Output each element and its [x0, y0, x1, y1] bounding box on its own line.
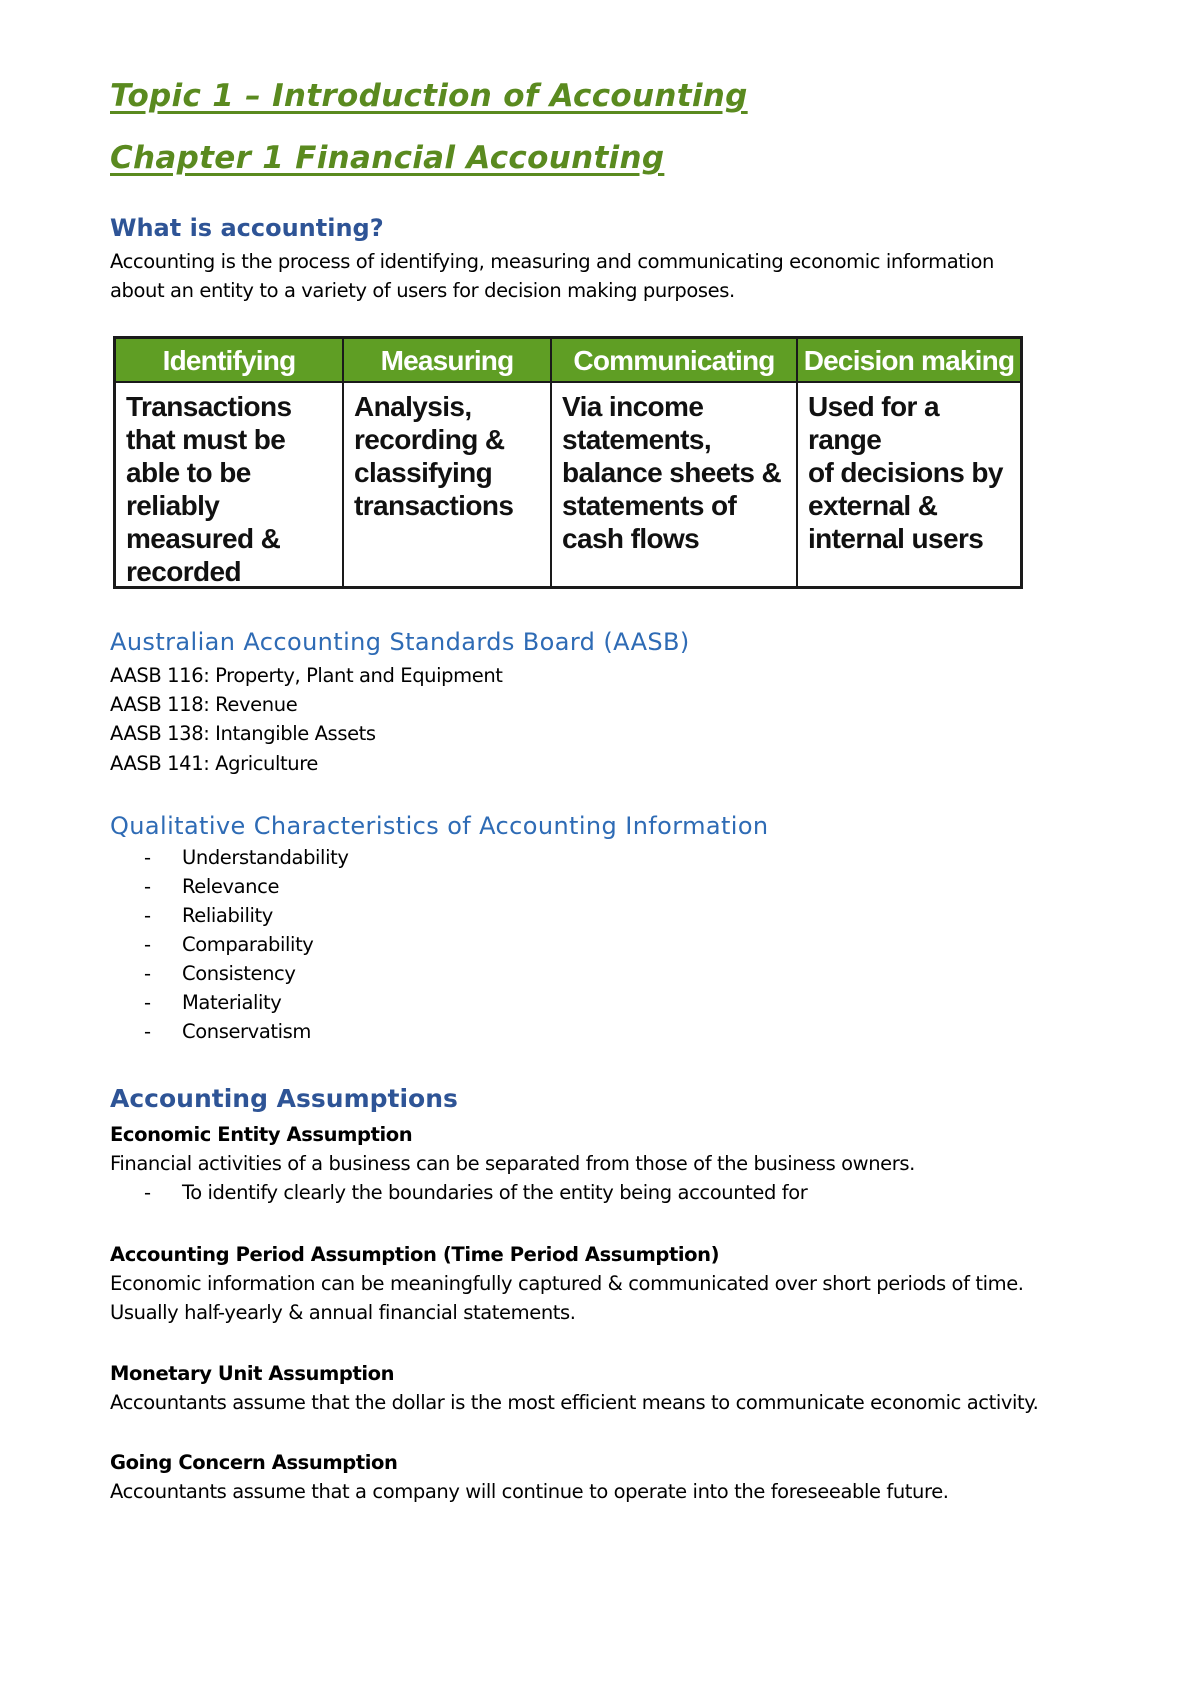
topic-title: Topic 1 – Introduction of Accounting	[110, 78, 748, 114]
list-item: - Consistency	[144, 962, 296, 985]
table-cell-decision-making: Used for a range of decisions by external & internal users	[808, 391, 1003, 554]
aasb-item: AASB 141: Agriculture	[110, 752, 319, 775]
table-cell-communicating: Via income statements, balance sheets & statements of cash flows	[552, 383, 798, 588]
period-line-2: Usually half-yearly & annual financial statements.	[110, 1301, 576, 1324]
economic-entity-list	[144, 1178, 807, 1207]
what-is-line-2: about an entity to a variety of users for decision making purposes.	[110, 279, 735, 302]
going-concern-title: Going Concern Assumption	[110, 1451, 398, 1474]
list-item: - Conservatism	[144, 1020, 311, 1043]
list-item: - To identify clearly the boundaries of the entity being accounted for	[144, 1181, 808, 1204]
monetary-text: Accountants assume that the dollar is the most efficient means to communicate economic activity.	[110, 1391, 1039, 1414]
list-item: - Materiality	[144, 991, 282, 1014]
aasb-heading: Australian Accounting Standards Board (AASB)	[110, 628, 690, 656]
monetary-title: Monetary Unit Assumption	[110, 1362, 395, 1385]
assumptions-heading: Accounting Assumptions	[110, 1084, 458, 1113]
economic-entity-text: Financial activities of a business can be separated from those of the business owners.	[110, 1152, 915, 1175]
list-item: - Reliability	[144, 904, 273, 927]
aasb-item: AASB 138: Intangible Assets	[110, 722, 376, 745]
table-cell-measuring: Analysis, recording & classifying transactions	[344, 383, 552, 588]
list-item: - Comparability	[144, 933, 314, 956]
going-concern-text: Accountants assume that a company will continue to operate into the foreseeable future.	[110, 1480, 949, 1503]
economic-entity-title: Economic Entity Assumption	[110, 1123, 413, 1146]
what-is-heading: What is accounting?	[110, 214, 384, 242]
table-header-measuring: Measuring	[344, 339, 552, 383]
table-header-identifying: Identifying	[116, 339, 344, 383]
qualitative-list	[144, 843, 348, 1046]
aasb-item: AASB 118: Revenue	[110, 693, 298, 716]
what-is-line-1: Accounting is the process of identifying, measuring and communicating economic information	[110, 250, 994, 273]
list-item: - Relevance	[144, 875, 280, 898]
list-item: - Understandability	[144, 846, 349, 869]
qualitative-heading: Qualitative Characteristics of Accounting Information	[110, 812, 769, 840]
table-header-decision-making: Decision making	[798, 339, 1020, 383]
table-cell-identifying: Transactions that must be able to be reliably measured & recorded	[116, 383, 344, 588]
period-title: Accounting Period Assumption (Time Period Assumption)	[110, 1243, 720, 1266]
chapter-title: Chapter 1 Financial Accounting	[110, 140, 665, 176]
accounting-process-table	[113, 336, 1023, 589]
period-line-1: Economic information can be meaningfully captured & communicated over short periods of time.	[110, 1272, 1024, 1295]
table-header-communicating: Communicating	[552, 339, 798, 383]
aasb-item: AASB 116: Property, Plant and Equipment	[110, 664, 503, 687]
